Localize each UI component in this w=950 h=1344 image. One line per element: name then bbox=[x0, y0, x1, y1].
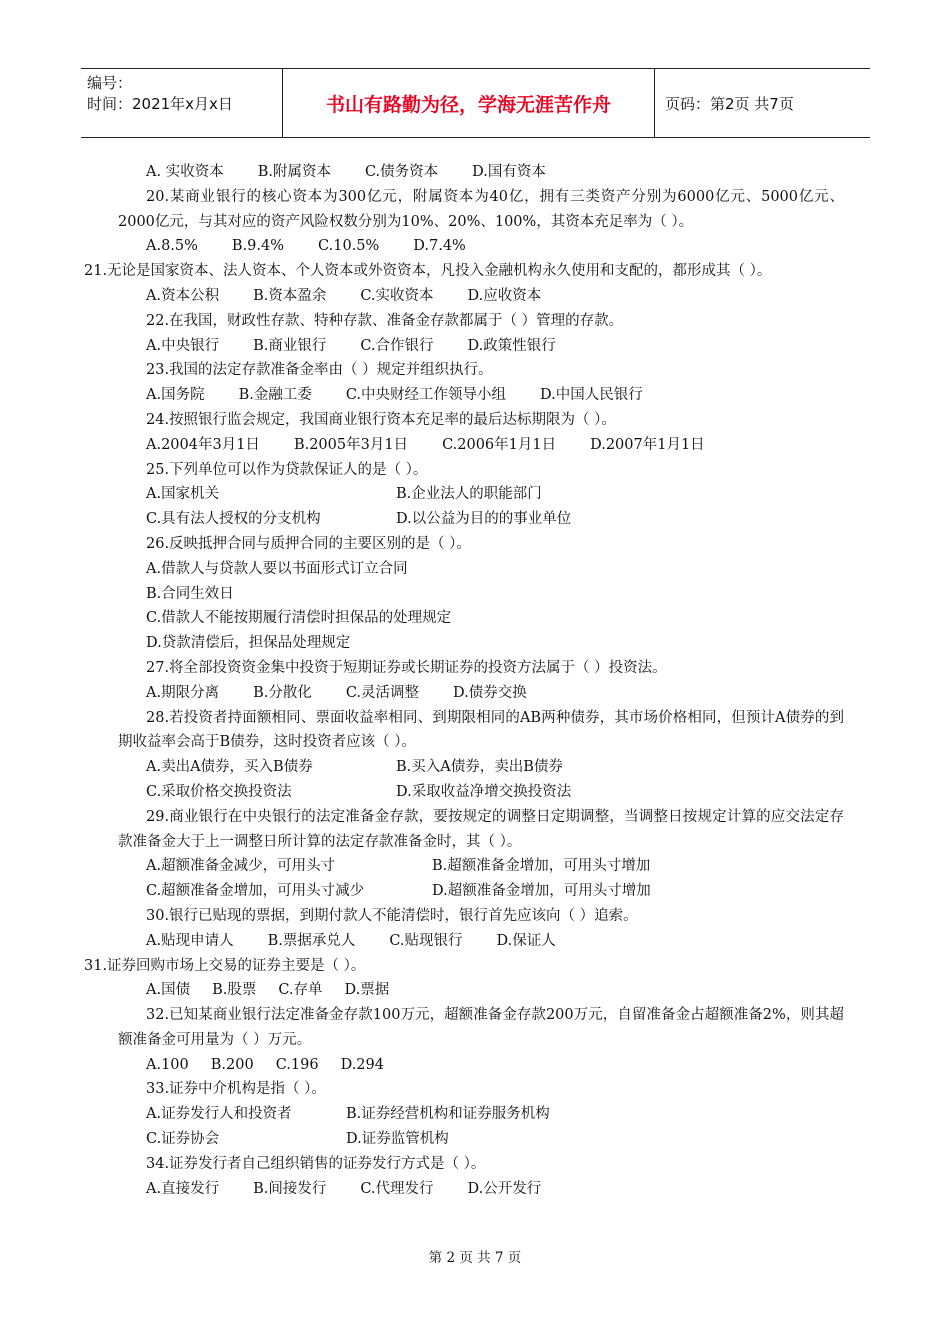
answer-option: D.保证人 bbox=[496, 932, 556, 949]
answer-option: B.分散化 bbox=[253, 684, 312, 701]
answer-option: A.借款人与贷款人要以书面形式订立合同 bbox=[146, 560, 408, 577]
answer-options-row bbox=[118, 482, 844, 507]
answer-option: C.合作银行 bbox=[360, 337, 434, 354]
answer-option: B.票据承兑人 bbox=[267, 932, 356, 949]
question-stem: 26.反映抵押合同与质押合同的主要区别的是（ ）。 bbox=[146, 535, 471, 552]
answer-option: B.买入A债券，卖出B债券 bbox=[396, 759, 563, 776]
answer-option: A.100 bbox=[146, 1056, 189, 1073]
answer-option: A.国债 bbox=[146, 982, 191, 999]
answer-options-row bbox=[118, 879, 844, 904]
answer-option: B.2005年3月1日 bbox=[293, 436, 409, 453]
question-stem: 30.银行已贴现的票据，到期付款人不能清偿时，银行首先应该向（ ）追索。 bbox=[146, 907, 638, 924]
answer-option: C.实收资本 bbox=[360, 287, 434, 304]
answer-option: A.期限分离 bbox=[146, 684, 220, 701]
answer-option: D.国有资本 bbox=[472, 164, 546, 180]
answer-options-row bbox=[118, 755, 844, 780]
answer-option: A.超额准备金减少，可用头寸 bbox=[146, 858, 336, 875]
answer-option: D.贷款清偿后，担保品处理规定 bbox=[146, 635, 351, 652]
answer-option: B.商业银行 bbox=[253, 337, 327, 354]
question-stem: 21.无论是国家资本、法人资本、个人资本或外资资本，凡投入金融机构永久使用和支配的，都形成其（ ）。 bbox=[84, 263, 772, 280]
answer-option: A.国家机关 bbox=[146, 486, 220, 503]
answer-options-row bbox=[118, 334, 844, 359]
answer-option: D.7.4% bbox=[413, 238, 466, 255]
answer-option: D.债券交换 bbox=[453, 684, 527, 701]
answer-option: A.国务院 bbox=[146, 387, 205, 404]
code-label: 编号： bbox=[87, 74, 133, 92]
question-stem: 22.在我国，财政性存款、特种存款、准备金存款都属于（ ）管理的存款。 bbox=[146, 312, 624, 329]
answer-option: D.2007年1月1日 bbox=[590, 436, 705, 453]
answer-option: C.代理发行 bbox=[360, 1180, 434, 1197]
answer-options-row bbox=[118, 160, 844, 185]
question-stem: 24.按照银行监会规定，我国商业银行资本充足率的最后达标期限为（ ）。 bbox=[146, 411, 616, 428]
answer-option: C.存单 bbox=[278, 982, 323, 999]
answer-option: B.企业法人的职能部门 bbox=[396, 486, 542, 503]
answer-options-row bbox=[118, 1177, 844, 1202]
answer-option: C.债务资本 bbox=[364, 164, 439, 180]
question-stem: 32.已知某商业银行法定准备金存款100万元，超额准备金存款200万元，自留准备金占超额准备2%，则其超额准备金可用量为（ ）万元。 bbox=[118, 1007, 844, 1048]
answer-option: B.股票 bbox=[212, 982, 257, 999]
answer-option: C.借款人不能按期履行清偿时担保品的处理规定 bbox=[146, 610, 452, 627]
answer-option: C.超额准备金增加，可用头寸减少 bbox=[146, 883, 365, 900]
page-indicator: 页码：第2页 共7页 bbox=[665, 94, 794, 113]
answer-options-row bbox=[118, 1127, 844, 1152]
answer-option: C.灵活调整 bbox=[345, 684, 420, 701]
answer-option: D.政策性银行 bbox=[467, 337, 556, 354]
answer-option: D.中国人民银行 bbox=[540, 387, 643, 404]
answer-option: A.2004年3月1日 bbox=[146, 436, 260, 453]
answer-option: C.具有法人授权的分支机构 bbox=[146, 511, 321, 528]
answer-options-row bbox=[118, 681, 844, 706]
question-stem: 20.某商业银行的核心资本为300亿元，附属资本为40亿，拥有三类资产分别为6000亿元、5000亿元、2000亿元，与其对应的资产风险权数分别为10%、20%、100%，其资本充足率为（ ）。 bbox=[118, 188, 844, 230]
answer-option: A.中央银行 bbox=[146, 337, 220, 354]
question-stem: 28.若投资者持面额相同、票面收益率相同、到期限相同的AB两种债券，其市场价格相同，但预计A债券的到期收益率会高于B债券，这时投资者应该（ ）。 bbox=[118, 709, 844, 751]
date-label: 时间：2021年x月x日 bbox=[87, 95, 233, 113]
answer-option: C.贴现银行 bbox=[389, 932, 463, 949]
answer-options-row bbox=[118, 1102, 844, 1127]
answer-option: B.资本盈余 bbox=[253, 287, 327, 304]
answer-option: A.8.5% bbox=[146, 238, 198, 255]
answer-options-row bbox=[118, 507, 844, 532]
answer-option: A.贴现申请人 bbox=[146, 932, 234, 949]
question-stem: 25.下列单位可以作为贷款保证人的是（ ）。 bbox=[146, 461, 428, 478]
answer-options-row bbox=[118, 854, 844, 879]
answer-options-row bbox=[118, 1053, 844, 1078]
answer-options-row bbox=[118, 433, 844, 458]
answer-option: A.证券发行人和投资者 bbox=[146, 1106, 292, 1123]
answer-option: B.9.4% bbox=[231, 238, 285, 255]
answer-option: A. 实收资本 bbox=[146, 164, 224, 180]
answer-options-row bbox=[118, 284, 844, 309]
answer-option: A.直接发行 bbox=[146, 1180, 220, 1197]
answer-option: C.10.5% bbox=[318, 238, 380, 255]
answer-options-row bbox=[118, 383, 844, 408]
question-stem: 27.将全部投资资金集中投资于短期证券或长期证券的投资方法属于（ ）投资法。 bbox=[146, 659, 667, 676]
question-stem: 23.我国的法定存款准备金率由（ ）规定并组织执行。 bbox=[146, 362, 493, 379]
header-motto: 书山有路勤为径，学海无涯苦作舟 bbox=[283, 69, 655, 137]
page-header bbox=[81, 68, 870, 138]
answer-options-row bbox=[118, 978, 844, 1003]
answer-option: D.证券监管机构 bbox=[346, 1131, 449, 1148]
answer-option: B.间接发行 bbox=[253, 1180, 327, 1197]
answer-option: B.附属资本 bbox=[257, 164, 331, 180]
question-stem: 31.证券回购市场上交易的证券主要是（ ）。 bbox=[84, 957, 366, 974]
answer-options-row bbox=[118, 929, 844, 954]
answer-option: D.采取收益净增交换投资法 bbox=[396, 783, 572, 800]
answer-option: B.金融工委 bbox=[238, 387, 312, 404]
header-meta bbox=[81, 69, 283, 137]
answer-option: A.资本公积 bbox=[146, 287, 220, 304]
question-stem: 33.证券中介机构是指（ ）。 bbox=[146, 1081, 326, 1098]
page-footer: 第 2 页 共 7 页 bbox=[428, 1250, 522, 1266]
answer-option: C.2006年1月1日 bbox=[442, 436, 557, 453]
answer-options-row bbox=[118, 780, 844, 805]
answer-options-row bbox=[118, 234, 844, 259]
answer-option: D.294 bbox=[340, 1056, 384, 1073]
answer-option: D.票据 bbox=[344, 982, 390, 999]
answer-option: D.以公益为目的的事业单位 bbox=[396, 511, 572, 528]
answer-option: D.应收资本 bbox=[467, 287, 542, 304]
question-list bbox=[84, 160, 844, 1201]
answer-option: A.卖出A债券，买入B债券 bbox=[146, 759, 313, 776]
answer-option: B.超额准备金增加，可用头寸增加 bbox=[432, 858, 651, 875]
answer-option: D.超额准备金增加，可用头寸增加 bbox=[432, 883, 651, 900]
answer-option: C.196 bbox=[275, 1056, 319, 1073]
answer-option: C.证券协会 bbox=[146, 1131, 220, 1148]
answer-option: B.合同生效日 bbox=[146, 585, 234, 602]
answer-option: D.公开发行 bbox=[467, 1180, 542, 1197]
question-stem: 34.证券发行者自己组织销售的证券发行方式是（ ）。 bbox=[146, 1155, 486, 1172]
answer-option: B.200 bbox=[210, 1056, 254, 1073]
question-stem: 29.商业银行在中央银行的法定准备金存款，要按规定的调整日定期调整，当调整日按规定计算的应交法定存款准备金大于上一调整日所计算的法定存款准备金时，其（ ）。 bbox=[118, 808, 844, 850]
answer-option: B.证券经营机构和证券服务机构 bbox=[346, 1106, 550, 1123]
answer-option: C.采取价格交换投资法 bbox=[146, 783, 292, 800]
answer-option: C.中央财经工作领导小组 bbox=[345, 387, 507, 404]
